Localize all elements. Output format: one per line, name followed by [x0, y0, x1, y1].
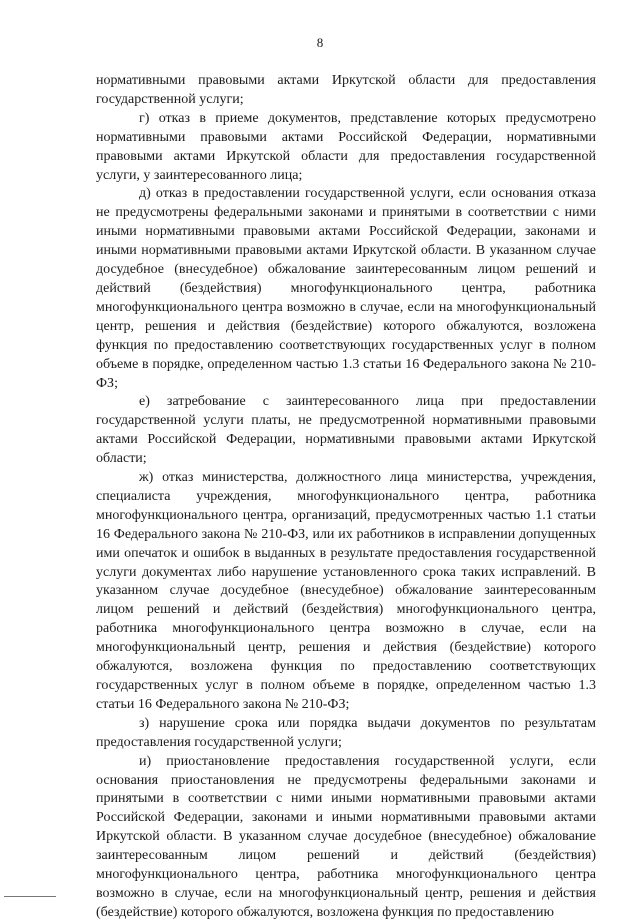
- paragraph-item-g: г) отказ в приеме документов, представление которых предусмотрено нормативными правовыми актами Российской Федерации, нормативными правовыми актами Иркутской области для предоставления государственной услуги, у заинтересованного лица;: [96, 110, 596, 183]
- paragraph-continuation: нормативными правовыми актами Иркутской области для предоставления государственной услуги;: [96, 73, 596, 107]
- footer-rule: [4, 896, 56, 897]
- paragraph-item-zh: ж) отказ министерства, должностного лица министерства, учреждения, специалиста учреждения, многофункционального центра, работника многофункционального центра, организаций, предусмотренных частью 1.1 статьи 16 Федерального закона № 210-ФЗ, или их работников в исправлении допущенных ими опечаток и ошибок в выданных в результате предоставления государственной услуги документах либо нарушение установленного срока таких исправлений. В указанном случае досудебное (внесудебное) обжалование заинтересованным лицом решений и действий (бездействия) многофункционального центра, работника многофункционального центра возможно в случае, если на многофункциональный центр, решения и действия (бездействие) которого обжалуются, возложена функция по предоставлению соответствующих государственных услуг в полном объеме в порядке, определенном частью 1.3 статьи 16 Федерального закона № 210-ФЗ;: [96, 470, 596, 712]
- paragraph-item-e: е) затребование с заинтересованного лица при предоставлении государственной услуги платы, не предусмотренной нормативными правовыми актами Российской Федерации, нормативными правовыми актами Иркутской области;: [96, 394, 596, 467]
- paragraph-item-z: з) нарушение срока или порядка выдачи документов по результатам предоставления государственной услуги;: [96, 715, 596, 750]
- page-number: 8: [316, 35, 324, 50]
- document-body: [96, 72, 596, 923]
- paragraph-item-d: д) отказ в предоставлении государственной услуги, если основания отказа не предусмотрены федеральными законами и принятыми в соответствии с ними иными нормативными правовыми актами Российской Федерации, законами и иными нормативными правовыми актами Иркутской области. В указанном случае досудебное (внесудебное) обжалование заинтересованным лицом решений и действий (бездействия) многофункционального центра, работника многофункционального центра возможно в случае, если на многофункциональный центр, решения и действия (бездействие) которого обжалуются, возложена функция по предоставлению соответствующих государственных услуг в полном объеме в порядке, определенном частью 1.3 статьи 16 Федерального закона № 210-ФЗ;: [96, 186, 596, 391]
- paragraph-item-i: и) приостановление предоставления государственной услуги, если основания приостановления не предусмотрены федеральными законами и принятыми в соответствии с ними иными нормативными правовыми актами Российской Федерации, законами и иными нормативными правовыми актами Иркутской области. В указанном случае досудебное (внесудебное) обжалование заинтересованным лицом решений и действий (бездействия) многофункционального центра, работника многофункционального центра возможно в случае, если на многофункциональный центр, решения и действия (бездействие) которого обжалуются, возложена функция по предоставлению: [96, 753, 596, 920]
